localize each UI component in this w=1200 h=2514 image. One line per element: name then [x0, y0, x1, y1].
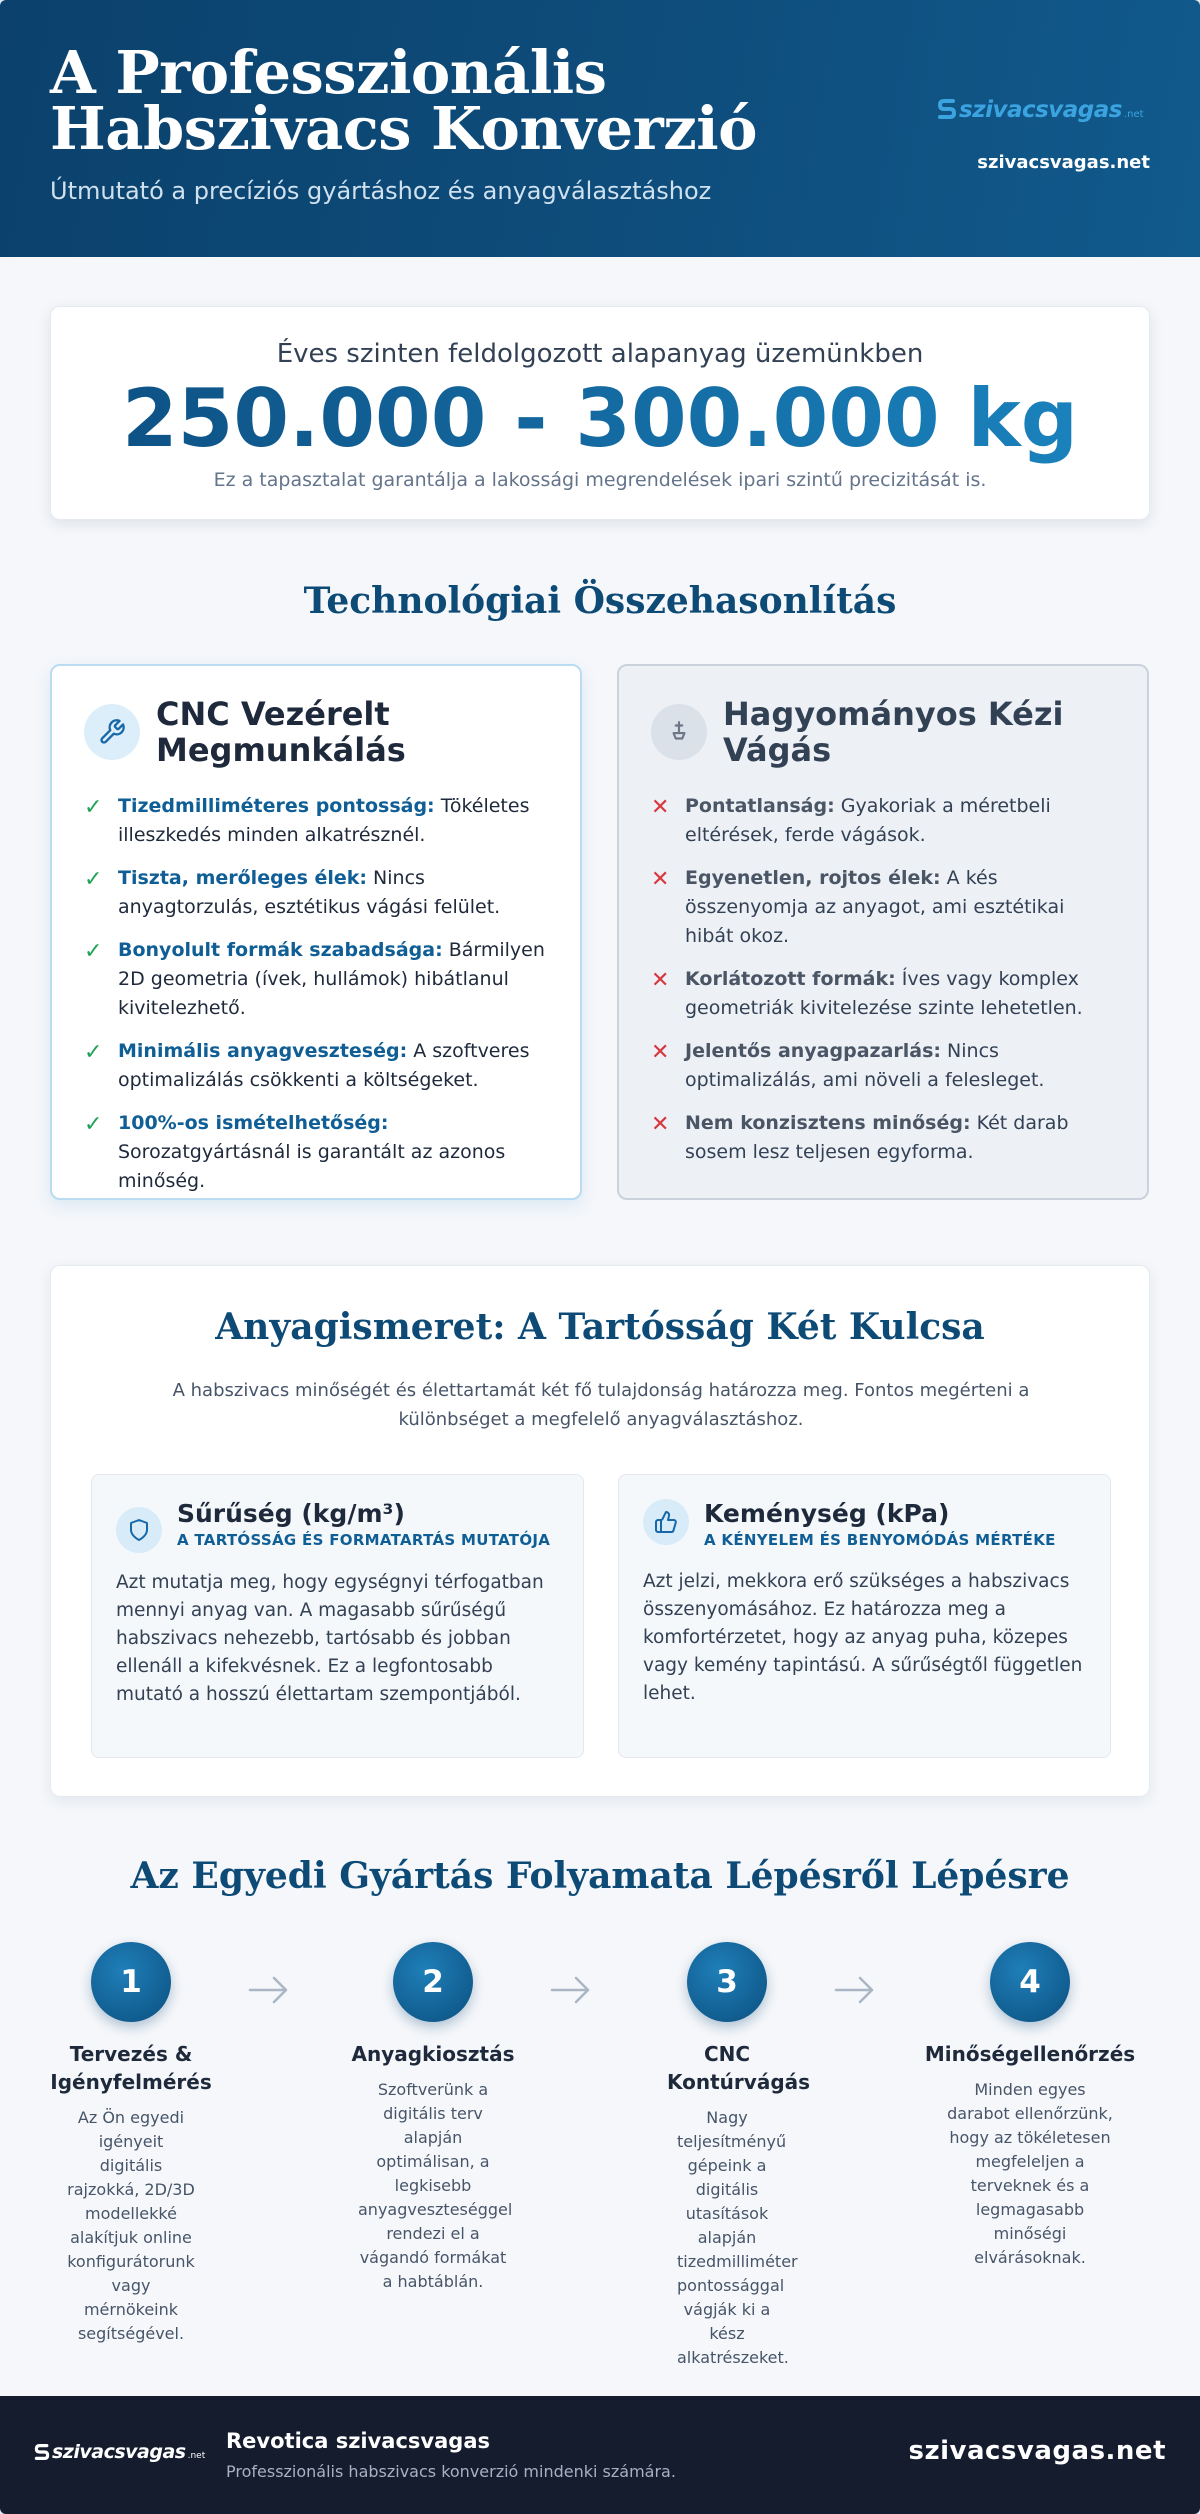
step-title: Minőségellenőrzés [924, 2042, 1136, 2066]
step-number: 2 [393, 1942, 473, 2022]
list-item: ✕ Korlátozott formák: Íves vagy komplex geometriák kivitelezése szinte lehetetlen. [651, 965, 1115, 1023]
process-step-2 [342, 1942, 524, 2294]
hand-cut-icon [651, 704, 707, 760]
stat-label: Éves szinten feldolgozott alapanyag üzemünkben [276, 339, 924, 369]
arrow-right-icon [548, 1968, 592, 2012]
footer-company-name: Revotica szivacsvagas [226, 2429, 490, 2453]
process-step-4 [920, 1942, 1140, 2270]
footer-description: Professzionális habszivacs konverzió mindenki számára. [226, 2462, 676, 2481]
list-item: ✕ Jelentős anyagpazarlás: Nincs optimalizálás, ami növeli a felesleget. [651, 1037, 1115, 1095]
comparison-title: Technológiai Összehasonlítás [303, 580, 897, 622]
hand-card-header [651, 696, 1115, 768]
cnc-card [50, 664, 582, 1200]
cross-icon: ✕ [651, 795, 670, 820]
logo-s-icon [937, 98, 957, 120]
footer-logo[interactable] [34, 2440, 205, 2463]
step-title: Tervezés & Igényfelmérés [50, 2042, 212, 2094]
cross-icon: ✕ [651, 1112, 670, 1137]
hardness-card [618, 1474, 1111, 1758]
density-tag: A TARTÓSSÁG ÉS FORMATARTÁS MUTATÓJA [177, 1531, 551, 1549]
step-title: Anyagkiosztás [351, 2042, 515, 2066]
step-title: CNC Kontúrvágás [667, 2042, 811, 2094]
hardness-tag: A KÉNYELEM ÉS BENYOMÓDÁS MÉRTÉKE [704, 1531, 1056, 1549]
materials-intro: A habszivacs minőségét és élettartamát két fő tulajdonság határozza meg. Fontos megérteni a különbséget a megfelelő anyagválasztáshoz. [172, 1380, 1030, 1430]
check-icon: ✓ [84, 1112, 103, 1137]
hand-cut-card [617, 664, 1149, 1200]
check-icon: ✓ [84, 1040, 103, 1065]
step-text: Az Ön egyedi igényeit digitális rajzokká, 2D/3D modellekké alakítjuk online konfigurátorunk vagy mérnökeink segítségével. [67, 2108, 195, 2343]
arrow-right-icon [246, 1968, 290, 2012]
list-item: ✓ Tiszta, merőleges élek: Nincs anyagtorzulás, esztétikus vágási felület. [84, 864, 548, 922]
logo-text: szivacsvagas [959, 97, 1122, 123]
list-item: ✓ Bonyolult formák szabadsága: Bármilyen 2D geometria (ívek, hullámok) hibátlanul kivitelezhető. [84, 936, 548, 1023]
process-title: Az Egyedi Gyártás Folyamata Lépésről Lépésre [130, 1855, 1070, 1897]
density-card [91, 1474, 584, 1758]
logo-text: szivacsvagas [52, 2441, 186, 2463]
check-icon: ✓ [84, 939, 103, 964]
cross-icon: ✕ [651, 867, 670, 892]
materials-title: Anyagismeret: A Tartósság Két Kulcsa [215, 1306, 985, 1348]
cnc-card-title: CNC Vezérelt Megmunkálás [156, 695, 406, 769]
list-item: ✕ Egyenetlen, rojtos élek: A kés összenyomja az anyagot, ami esztétikai hibát okoz. [651, 864, 1115, 951]
step-text: Szoftverünk a digitális terv alapján optimálisan, a legkisebb anyagveszteséggel rendezi el a vágandó formákat a habtáblán. [358, 2080, 513, 2291]
hardness-header [643, 1499, 1086, 1552]
logo-s-icon [34, 2443, 50, 2461]
process-steps [0, 1942, 1200, 2367]
logo-tld: .net [1124, 109, 1144, 120]
footer [0, 2396, 1200, 2514]
list-item: ✓ Minimális anyagveszteség: A szoftveres optimalizálás csökkenti a költségeket. [84, 1037, 548, 1095]
cross-icon: ✕ [651, 968, 670, 993]
process-step-1 [40, 1942, 222, 2346]
header [0, 0, 1200, 257]
stat-card [50, 306, 1150, 520]
logo-tld: .net [187, 2451, 206, 2461]
list-item: ✕ Pontatlanság: Gyakoriak a méretbeli eltérések, ferde vágások. [651, 792, 1115, 850]
density-text: Azt mutatja meg, hogy egységnyi térfogatban mennyi anyag van. A magasabb sűrűségű habszivacs nehezebb, tartósabb és jobban ellenáll a kifekvésnek. Ez a legfontosabb mutató a hosszú élettartam szempontjából. [116, 1572, 544, 1705]
step-text: Minden egyes darabot ellenőrzünk, hogy az tökéletesen megfeleljen a terveknek és a legmagasabb minőségi elvárásoknak. [947, 2080, 1113, 2267]
process-step-3 [636, 1942, 818, 2370]
stat-value: 250.000 - 300.000 kg [51, 373, 1149, 465]
step-number: 4 [990, 1942, 1070, 2022]
shield-icon [116, 1507, 162, 1553]
cross-icon: ✕ [651, 1040, 670, 1065]
thumbs-up-icon [643, 1499, 689, 1545]
stat-note: Ez a tapasztalat garantálja a lakossági megrendelések ipari szintű precizitását is. [213, 469, 987, 491]
wrench-icon [84, 704, 140, 760]
hand-drawbacks-list [651, 792, 1115, 1167]
materials-card [50, 1265, 1150, 1797]
hardness-text: Azt jelzi, mekkora erő szükséges a habszivacs összenyomásához. Ez határozza meg a komfortérzetet, hogy az anyag puha, közepes vagy kemény tapintású. A sűrűségtől független lehet. [643, 1571, 1083, 1704]
hand-card-title: Hagyományos Kézi Vágás [723, 695, 1064, 769]
page-title: A Professzionális Habszivacs Konverzió [50, 38, 757, 163]
step-number: 3 [687, 1942, 767, 2022]
list-item: ✓ Tizedmilliméteres pontosság: Tökéletes illeszkedés minden alkatrésznél. [84, 792, 548, 850]
list-item: ✓ 100%-os ismételhetőség: Sorozatgyártásnál is garantált az azonos minőség. [84, 1109, 548, 1196]
density-header [116, 1499, 559, 1553]
list-item: ✕ Nem konzisztens minőség: Két darab sosem lesz teljesen egyforma. [651, 1109, 1115, 1167]
hardness-name: Keménység (kPa) [704, 1499, 950, 1528]
step-text: Nagy teljesítményű gépeink a digitális utasítások alapján tizedmilliméter pontossággal vágják ki a kész alkatrészeket. [677, 2108, 798, 2367]
check-icon: ✓ [84, 867, 103, 892]
check-icon: ✓ [84, 795, 103, 820]
cnc-card-header [84, 696, 548, 768]
footer-domain-link[interactable]: szivacsvagas.net [908, 2436, 1166, 2466]
header-logo[interactable] [937, 95, 1144, 123]
page-subtitle: Útmutató a precíziós gyártáshoz és anyagválasztáshoz [50, 177, 712, 205]
arrow-right-icon [832, 1968, 876, 2012]
density-name: Sűrűség (kg/m³) [177, 1499, 405, 1528]
cnc-benefits-list [84, 792, 548, 1196]
step-number: 1 [91, 1942, 171, 2022]
header-domain-link[interactable]: szivacsvagas.net [977, 152, 1150, 173]
